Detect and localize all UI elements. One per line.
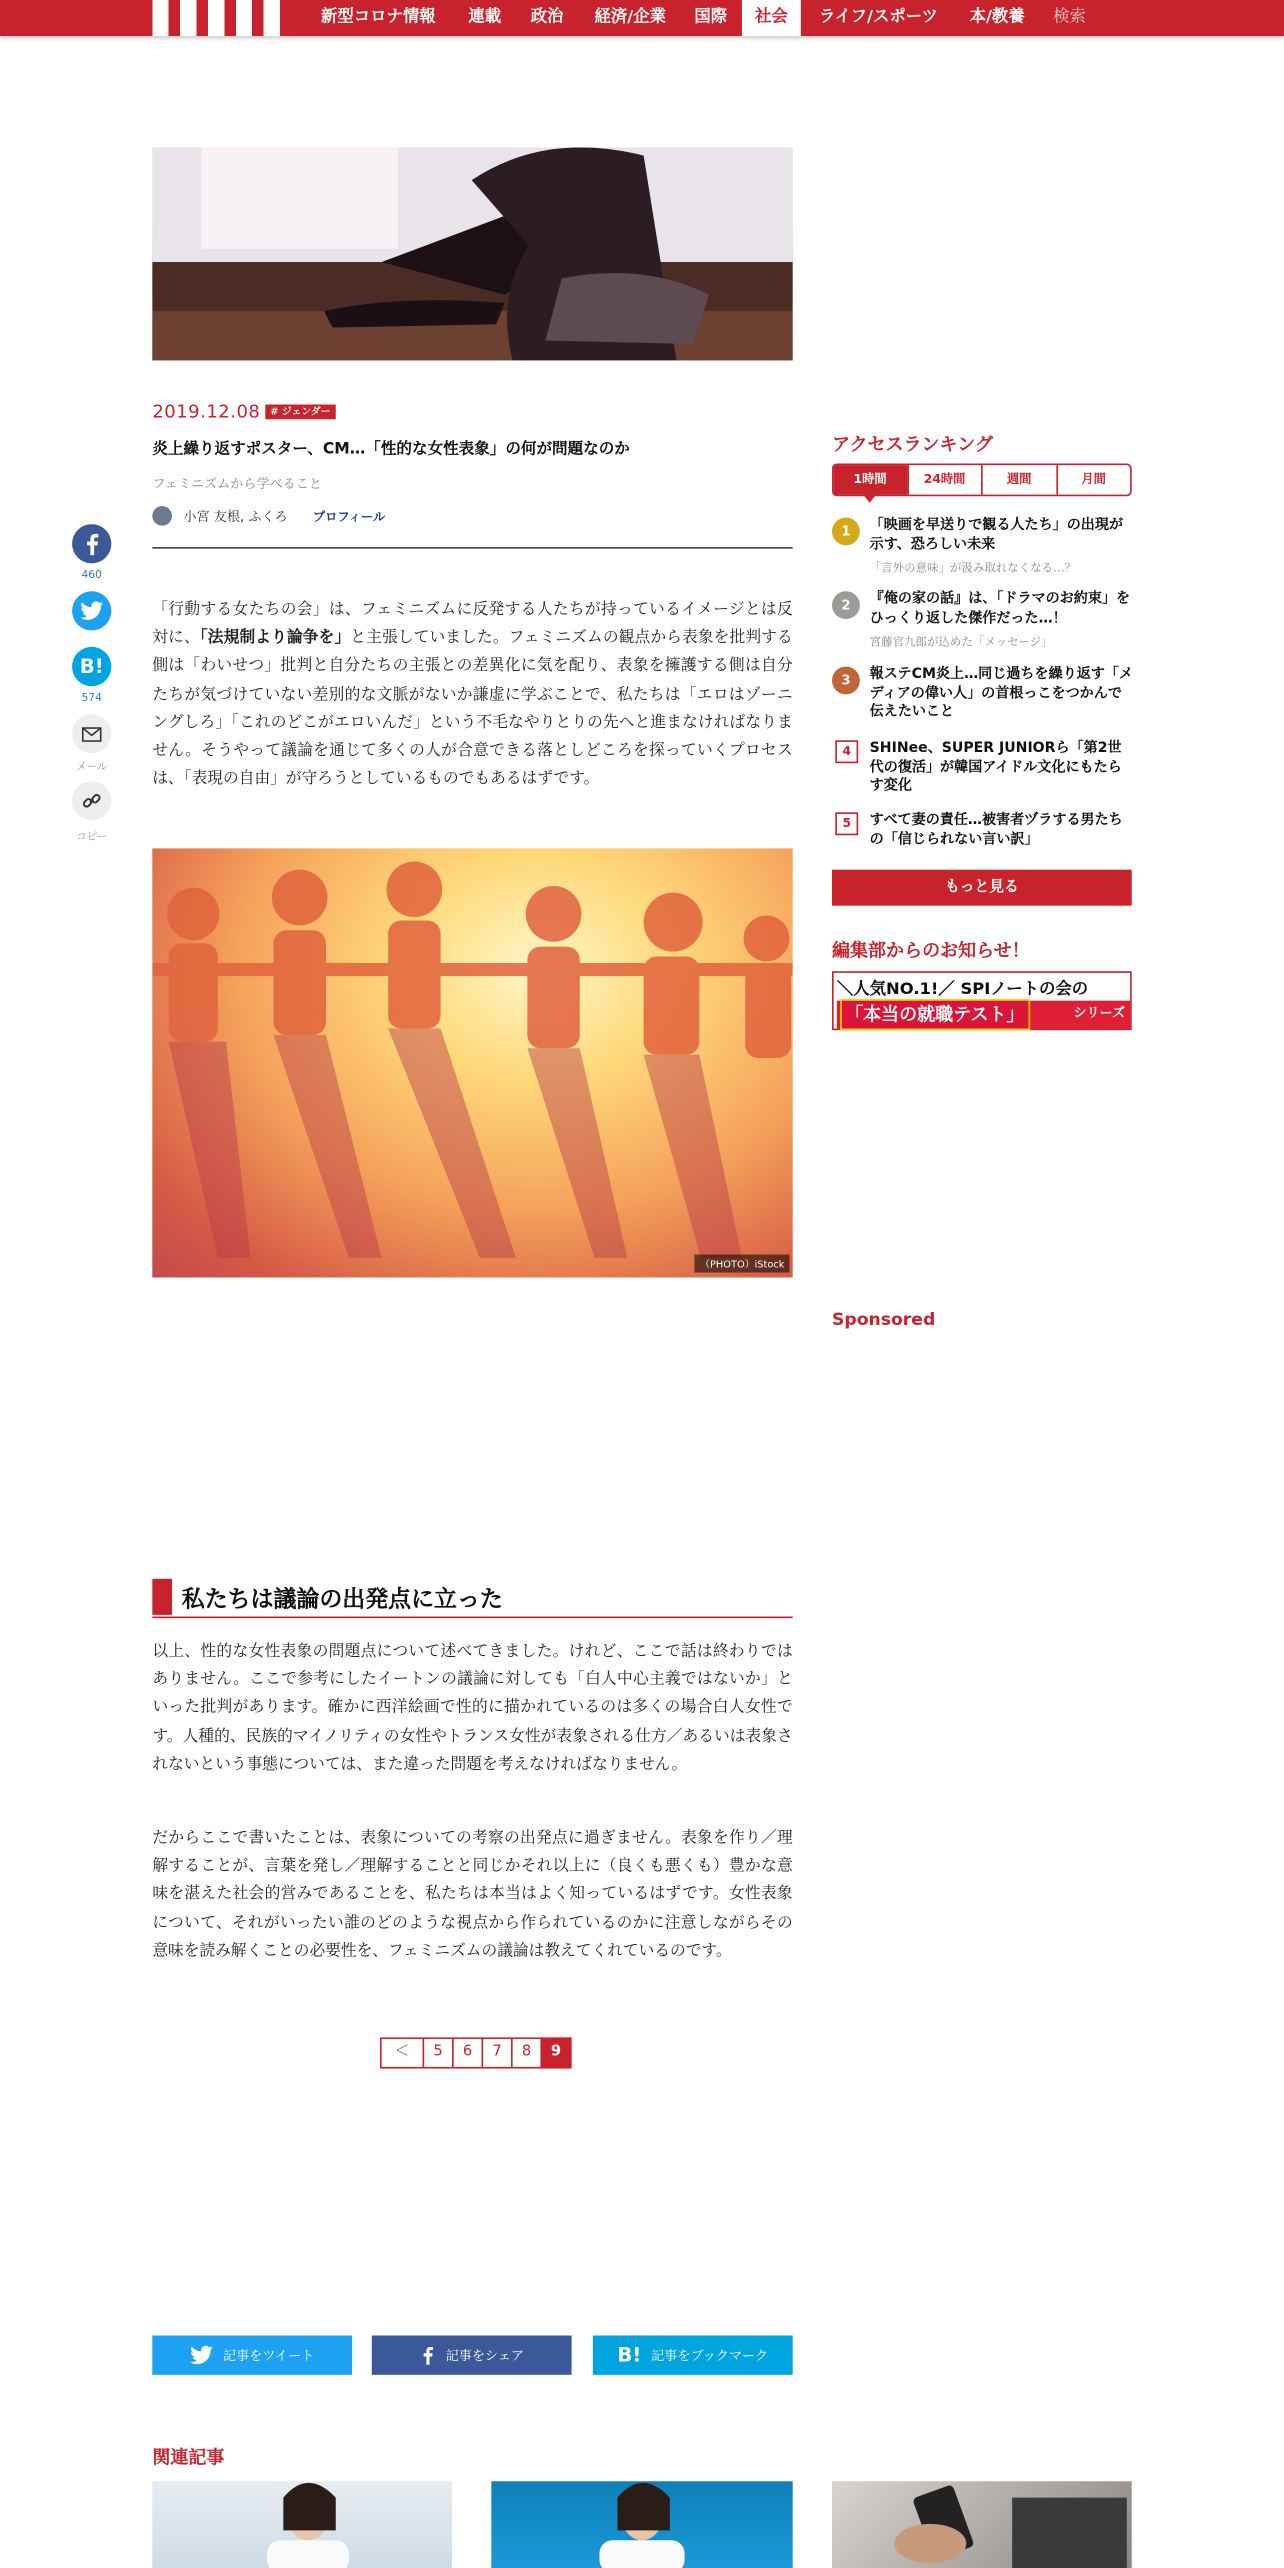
rank-badge-3: 3 <box>832 667 860 695</box>
rank-badge-5: 5 <box>835 812 858 835</box>
pagination-page-8[interactable]: 8 <box>511 2037 542 2068</box>
nav-item-society[interactable]: 社会 <box>742 0 801 36</box>
related-article-thumb-2[interactable] <box>491 2481 792 2568</box>
nav-item-economy[interactable]: 経済/企業 <box>594 8 667 27</box>
article-paragraph-1 <box>152 596 792 793</box>
related-article-thumb-3[interactable] <box>832 2481 1132 2568</box>
paragraph-emphasis: 「法規制より論争を」 <box>199 629 351 648</box>
more-ranking-button[interactable]: もっと見る <box>832 870 1132 906</box>
mail-share-label: メール <box>75 759 108 774</box>
hatena-bookmark-count: 574 <box>81 691 102 705</box>
banner-line-1: ＼人気NO.1!／ SPIノートの会の <box>836 981 1089 1000</box>
article-date: 2019.12.08 <box>152 401 261 423</box>
banner-line-2 <box>837 1001 1130 1029</box>
tab-weekly[interactable]: 週間 <box>981 465 1056 494</box>
paragraph-text: 「行動する女たちの会」は、フェミニズムに反発する人たちが持っているイメージとは反対に、 <box>152 601 793 648</box>
ranking-item-title-3[interactable]: 報ステCM炎上…同じ過ちを繰り返す「メディアの偉い人」の首根っこをつかんで伝えたいこと <box>869 666 1133 721</box>
section-heading-text: 私たちは議論の出発点に立った <box>181 1587 503 1614</box>
twitter-share-button[interactable] <box>72 591 111 630</box>
copy-link-label: コピー <box>75 830 108 844</box>
mail-share-button[interactable] <box>72 714 111 753</box>
ranking-item-title-1[interactable]: 「映画を早送りで観る人たち」の出現が示す、恐ろしい未来 <box>869 517 1124 553</box>
share-article-label: 記事をシェア <box>445 2347 524 2363</box>
pagination-page-7[interactable]: 7 <box>482 2037 513 2068</box>
photo-credit: （PHOTO）iStock <box>695 1255 789 1273</box>
facebook-icon <box>82 532 102 555</box>
tweet-article-button[interactable] <box>152 2336 352 2375</box>
meta-divider <box>152 547 792 549</box>
woman-illustration <box>152 2481 452 2568</box>
section-heading <box>152 1579 792 1618</box>
ranking-item-title-5[interactable]: すべて妻の責任…被害者ヅラする男たちの「信じられない言い訳」 <box>869 812 1123 848</box>
share-article-button[interactable] <box>372 2336 572 2375</box>
author-avatar <box>152 506 172 526</box>
pagination-page-6[interactable]: 6 <box>452 2037 483 2068</box>
twitter-icon <box>190 2345 213 2365</box>
related-articles-heading: 関連記事 <box>152 2446 225 2469</box>
link-icon <box>82 791 102 811</box>
hatena-icon: B! <box>79 655 104 679</box>
smartphone-laptop-illustration <box>832 2481 1132 2568</box>
rank-badge-2: 2 <box>832 591 860 619</box>
rank-badge-4: 4 <box>835 740 858 763</box>
bookmark-article-button[interactable] <box>593 2336 793 2375</box>
ranking-item-sub-2: 宮藤官九郎が込めた「メッセージ」 <box>869 635 1053 649</box>
pagination-page-5[interactable]: 5 <box>423 2037 454 2068</box>
article-paragraph-2: 以上、性的な女性表象の問題点について述べてきました。けれど、ここで話は終わりではありません。ここで参考にしたイートンの議論に対しても「白人中心主義ではないか」といった批判があります。確かに西洋絵画で性的に描かれているのは多くの場合白人女性です。人種的、民族的マイノリティの女性やトランス女性が表象される仕方／あるいは表象されないという事態については、また違った問題を考えなければなりません。 <box>152 1642 793 1774</box>
pagination-page-9-current[interactable]: 9 <box>540 2037 571 2068</box>
ranking-item-title-4[interactable]: SHINee、SUPER JUNIORら「第2世代の復活」が韓国アイドル文化にもたらす変化 <box>869 740 1122 795</box>
ranking-item-title-2[interactable]: 『俺の家の話』は、「ドラマのお約束」をひっくり返した傑作だった…！ <box>869 591 1131 627</box>
nav-item-corona[interactable]: 新型コロナ情報 <box>321 8 436 27</box>
nav-item-series[interactable]: 連載 <box>468 8 502 27</box>
article-author[interactable]: 小宮 友根, ふくろ <box>183 509 288 525</box>
paper-dolls-illustration <box>152 848 792 1277</box>
twitter-icon <box>80 601 103 621</box>
banner-main-text: 「本当の就職テスト」 <box>842 1001 1028 1029</box>
nav-item-books[interactable]: 本/教養 <box>969 8 1025 27</box>
banner-suffix: シリーズ <box>1073 1005 1126 1021</box>
tab-monthly[interactable]: 月間 <box>1056 465 1131 494</box>
facebook-share-button[interactable] <box>72 524 111 563</box>
ranking-item-sub-1: 「言外の意味」が汲み取れなくなる…？ <box>869 561 1077 575</box>
facebook-share-count: 460 <box>81 568 102 582</box>
notice-heading: 編集部からのお知らせ！ <box>832 940 1030 962</box>
nav-search-link[interactable]: 検索 <box>1053 8 1086 27</box>
woman-illustration <box>491 2481 792 2568</box>
mail-icon <box>82 726 102 741</box>
nav-item-international[interactable]: 国際 <box>694 8 728 27</box>
pagination-prev[interactable]: ＜ <box>380 2037 424 2068</box>
hatena-icon: B! <box>617 2343 642 2367</box>
heading-accent-bar <box>152 1579 172 1615</box>
ranking-heading: アクセスランキング <box>832 434 994 456</box>
article-photo <box>152 848 792 1277</box>
ranking-tabs <box>832 463 1132 496</box>
bookmark-article-label: 記事をブックマーク <box>651 2347 769 2363</box>
nav-item-politics[interactable]: 政治 <box>530 8 564 27</box>
hero-photo-illustration <box>152 147 792 360</box>
rank-badge-1: 1 <box>832 518 860 546</box>
article-series[interactable]: フェミニズムから学べること <box>152 476 323 492</box>
top-navigation <box>0 0 1284 36</box>
paragraph-text: と主張していました。フェミニズムの観点から表象を批判する側は「わいせつ」批判と自分たちの主張との差異化に気を配り、表象を擁護する側は自分たちが気づけていない差別的な文脈がないか謙虚に学ぶことで、私たちは「エロはゾーニングしろ」「これのどこがエロいんだ」という不毛なやりとりの先へと進まなければなりません。そうやって議論を通じて多くの人が合意できる落としどころを探っていくプロセスは、「表現の自由」が守ろうとしているものでもあるはずです。 <box>152 629 793 789</box>
copy-link-button[interactable] <box>72 781 111 820</box>
tab-1hour[interactable]: 1時間 <box>834 465 907 494</box>
site-logo[interactable] <box>152 0 290 36</box>
sponsored-heading: Sponsored <box>832 1310 936 1330</box>
profile-link[interactable]: プロフィール <box>312 509 386 525</box>
hatena-bookmark-button[interactable] <box>72 647 111 686</box>
tab-24hours[interactable]: 24時間 <box>907 465 982 494</box>
nav-item-life-sports[interactable]: ライフ/スポーツ <box>818 8 938 27</box>
spi-banner[interactable] <box>832 971 1132 1030</box>
facebook-icon <box>419 2344 435 2367</box>
article-tag[interactable]: # ジェンダー <box>265 405 335 420</box>
article-paragraph-3: だからここで書いたことは、表象についての考察の出発点に過ぎません。表象を作り／理解することが、言葉を発し／理解することと同じかそれ以上に（良くも悪くも）豊かな意味を湛えた社会的営みであることを、私たちは本当はよく知っているはずです。女性表象について、それがいったい誰のどのような視点から作られているのかに注意しながらその意味を読み解くことの必要性を、フェミニズムの議論は教えてくれているのです。 <box>152 1829 793 1961</box>
article-title: 炎上繰り返すポスター、CM…「性的な女性表象」の何が問題なのか <box>152 440 630 459</box>
tweet-article-label: 記事をツイート <box>223 2347 315 2363</box>
related-article-thumb-1[interactable] <box>152 2481 452 2568</box>
hero-image <box>152 147 792 360</box>
